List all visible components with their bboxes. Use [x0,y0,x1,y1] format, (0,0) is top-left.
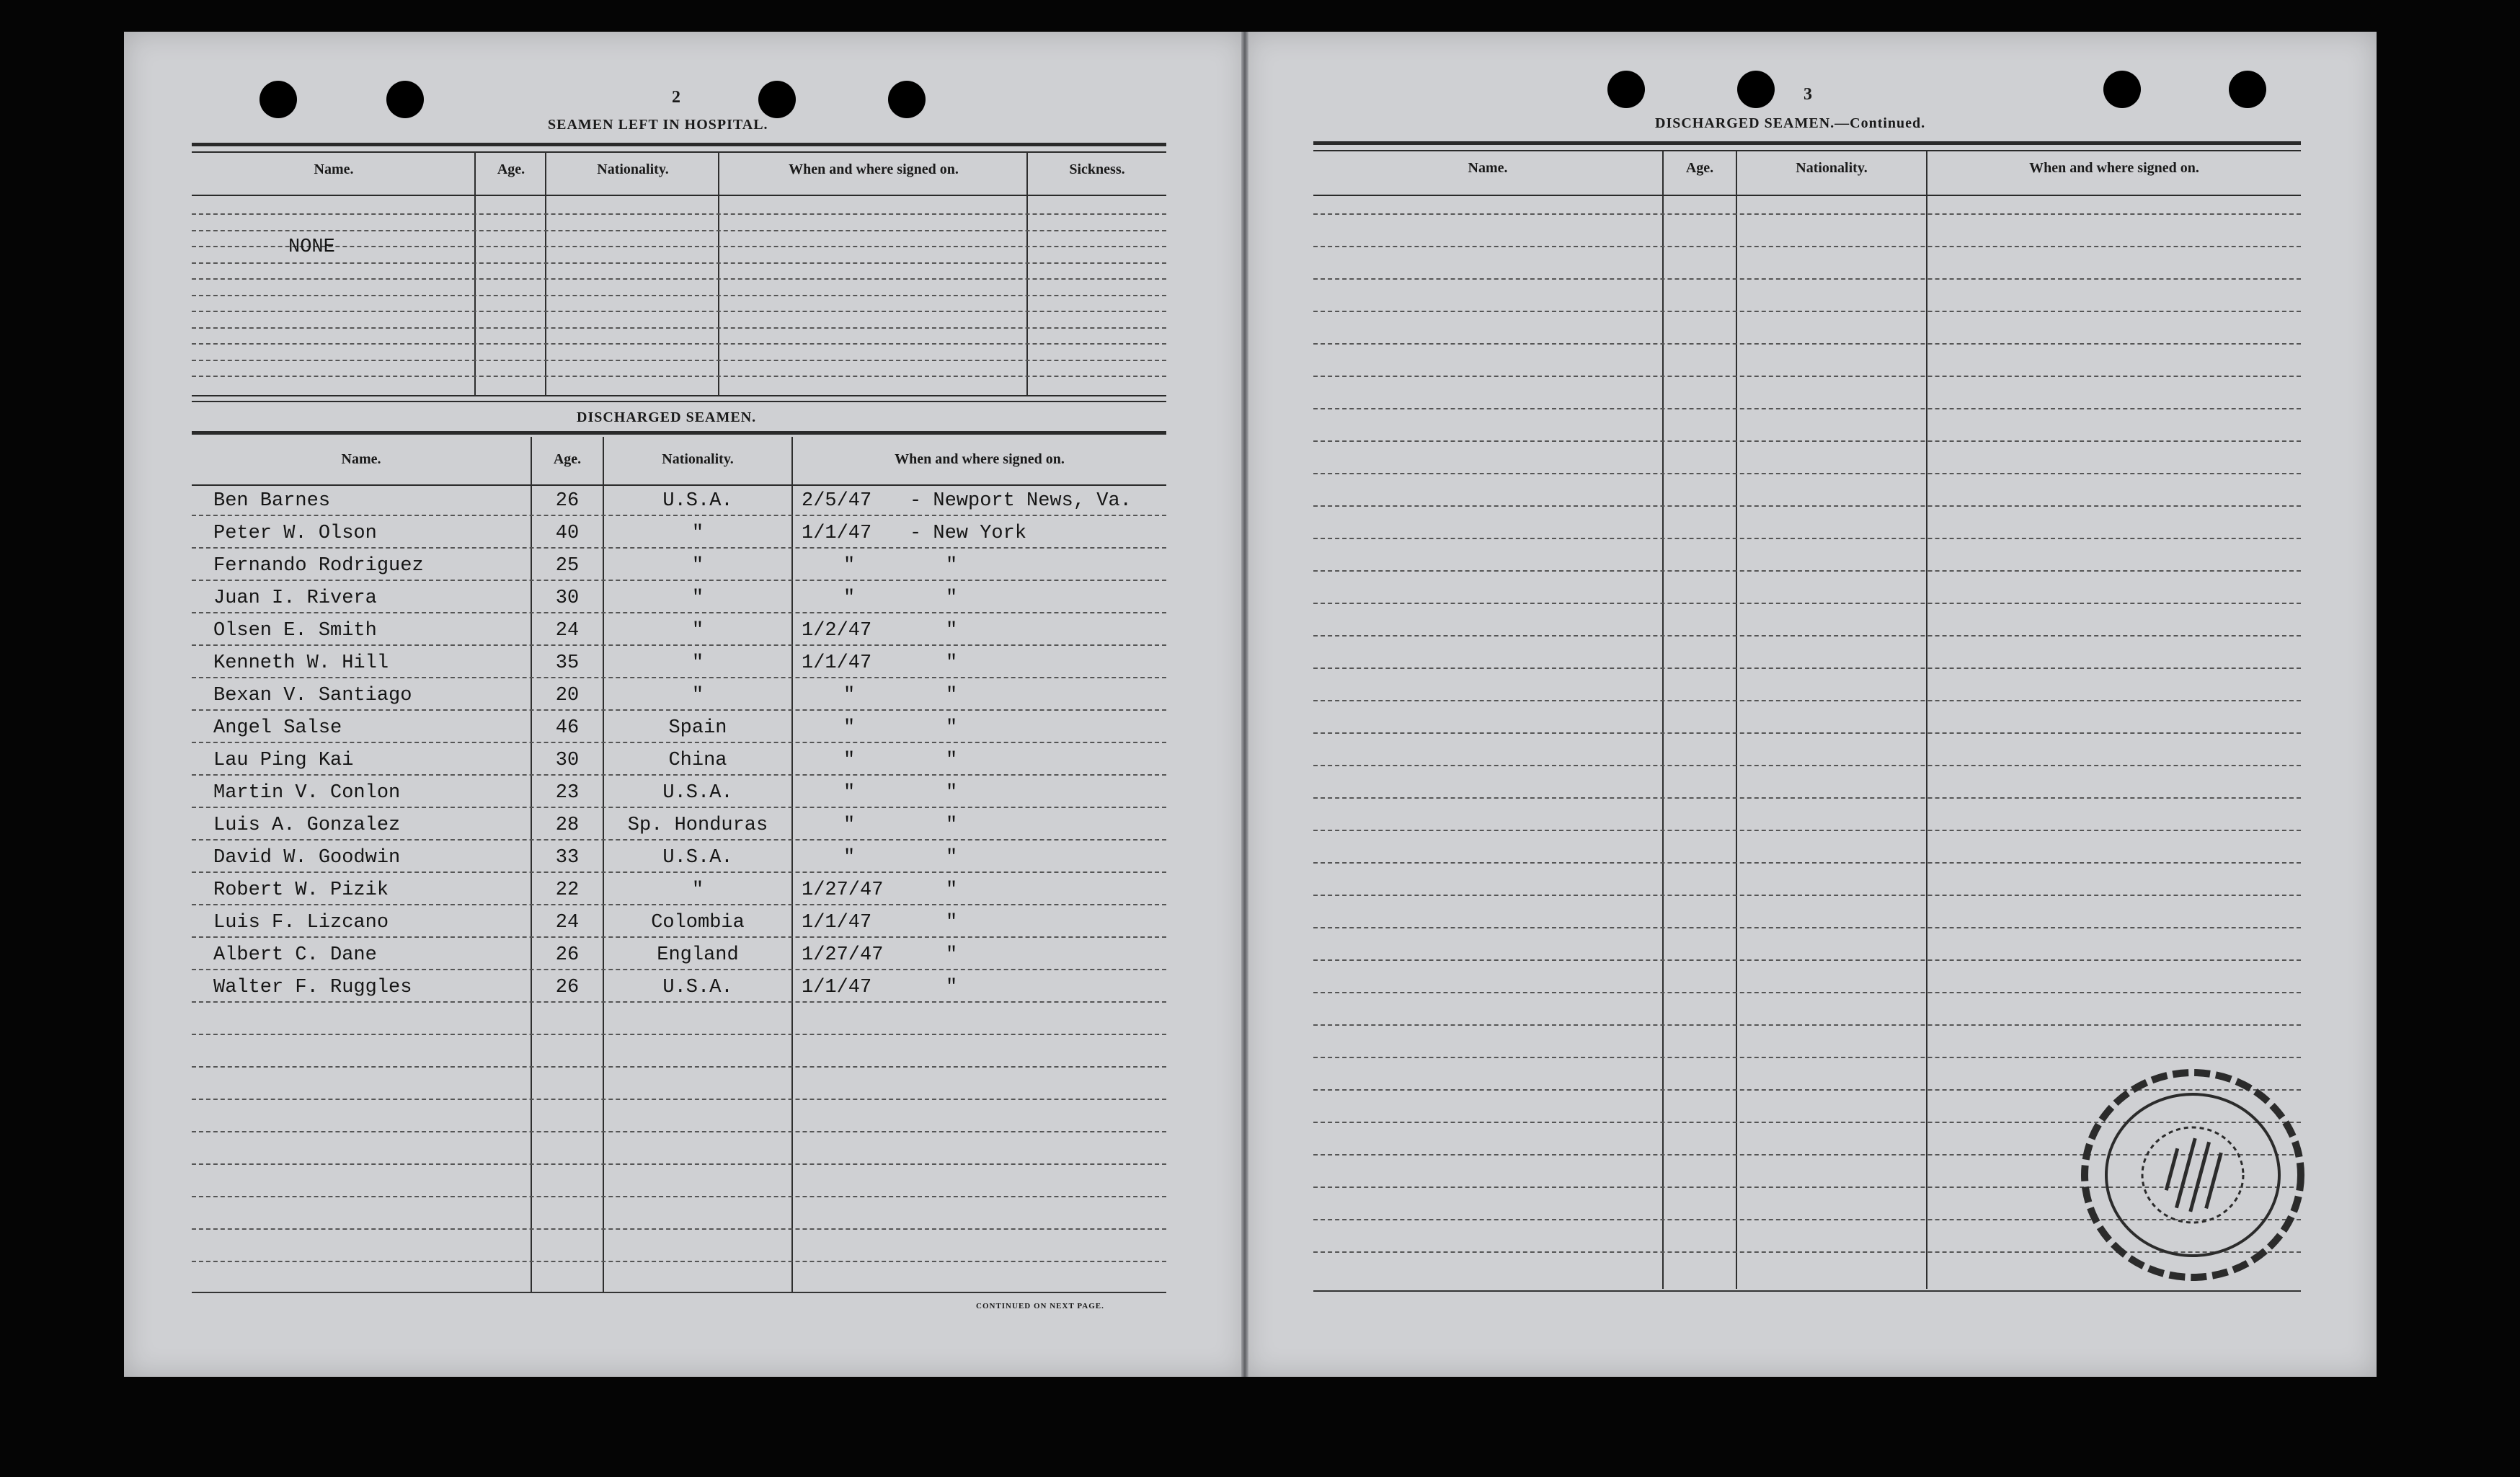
ruled-line [1313,895,2301,896]
punch-hole [888,81,926,118]
ruled-line [1313,246,2301,247]
table-top-rule [192,143,1166,146]
ink-stamp [2070,1060,2315,1290]
ruled-line [1313,959,2301,961]
ruled-line [1313,538,2301,539]
seaman-name: Walter F. Ruggles [213,977,412,998]
signed-on-date: " [843,587,856,609]
ruled-line [192,742,1166,743]
ruled-line [1313,830,2301,831]
seaman-age: 26 [555,944,580,966]
seaman-nationality: China [668,750,727,771]
seaman-age: 24 [555,620,580,642]
page-fold [1241,32,1248,1377]
seaman-nationality: " [691,879,704,901]
ruled-line [1313,376,2301,377]
seaman-age: 40 [555,523,580,544]
punch-hole [2229,71,2266,108]
signed-on-place: " [946,685,958,706]
ruled-line [192,969,1166,970]
column-header-age: Age. [1685,160,1714,176]
ruled-line [1313,765,2301,766]
seaman-name: Ben Barnes [213,490,331,512]
column-divider [1736,150,1737,1289]
ruled-line [192,807,1166,808]
seaman-nationality: U.S.A. [662,977,733,998]
page-number: 3 [1804,85,1812,104]
page-number: 2 [672,88,680,107]
signed-on-place: " [946,750,958,771]
ruled-line [1313,570,2301,572]
punch-hole [1737,71,1775,108]
seaman-age: 25 [555,555,580,577]
seaman-nationality: U.S.A. [662,847,733,869]
ruled-line [192,311,1166,312]
seaman-nationality: " [691,587,704,609]
signed-on-date: 1/27/47 [802,879,884,901]
signed-on-place: " [946,652,958,674]
ruled-line [192,1131,1166,1132]
header-underline [192,484,1166,486]
continued-note: CONTINUED ON NEXT PAGE. [976,1302,1104,1310]
seaman-name: Juan I. Rivera [213,587,377,609]
seaman-age: 24 [555,912,580,933]
column-header-name: Name. [1468,160,1508,176]
column-divider [1926,150,1927,1289]
column-header-name: Name. [314,161,354,177]
ruled-line [1313,278,2301,280]
seaman-nationality: Spain [668,717,727,739]
ruled-line [1313,343,2301,345]
seaman-nationality: " [691,620,704,642]
signed-on-place: - New York [910,523,1027,544]
ruled-line [192,677,1166,678]
seaman-nationality: England [657,944,739,966]
ruled-line [1313,862,2301,864]
seaman-age: 46 [555,717,580,739]
ruled-line [1313,440,2301,442]
column-header-signed-on: When and where signed on. [2029,160,2199,176]
column-header-sickness: Sickness. [1069,161,1125,177]
signed-on-date: " [843,750,856,771]
ruled-line [1313,1057,2301,1058]
ruled-line [192,1163,1166,1165]
column-header-name: Name. [341,451,381,467]
column-header-age: Age. [553,451,582,467]
punch-hole [1607,71,1645,108]
punch-hole [2103,71,2141,108]
seaman-name: Fernando Rodriguez [213,555,424,577]
seaman-age: 30 [555,587,580,609]
seaman-age: 26 [555,977,580,998]
ruled-line [192,839,1166,840]
signed-on-place: " [946,555,958,577]
signed-on-place: " [946,879,958,901]
table-top-rule [192,431,1166,435]
signed-on-date: 1/1/47 [802,652,872,674]
ruled-line [192,360,1166,361]
signed-on-date: 1/1/47 [802,912,872,933]
ruled-line [192,612,1166,613]
table-top-rule [1313,150,2301,151]
hospital-entry: NONE [288,236,335,258]
seaman-age: 26 [555,490,580,512]
signed-on-date: " [843,782,856,804]
signed-on-date: 1/2/47 [802,620,872,642]
ruled-line [1313,1024,2301,1026]
seaman-age: 28 [555,815,580,836]
hospital-section-title: SEAMEN LEFT IN HOSPITAL. [548,117,768,133]
signed-on-date: 1/1/47 [802,977,872,998]
seaman-name: Peter W. Olson [213,523,377,544]
seaman-age: 35 [555,652,580,674]
ruled-line [192,213,1166,215]
ruled-line [192,904,1166,905]
table-bottom-rule [192,1292,1166,1293]
seaman-name: Kenneth W. Hill [213,652,389,674]
signed-on-date: 1/27/47 [802,944,884,966]
column-header-signed-on: When and where signed on. [895,451,1065,467]
table-bottom-rule [192,401,1166,402]
ruled-line [192,547,1166,549]
signed-on-place: " [946,587,958,609]
table-top-rule [1313,141,2301,145]
ruled-line [192,936,1166,938]
ruled-line [1313,700,2301,701]
signed-on-place: " [946,717,958,739]
discharged-section-title: DISCHARGED SEAMEN. [577,409,757,425]
seaman-nationality: " [691,523,704,544]
header-underline [192,195,1166,196]
column-header-nationality: Nationality. [1796,160,1868,176]
ruled-line [192,515,1166,516]
seaman-name: Robert W. Pizik [213,879,389,901]
signed-on-place: " [946,782,958,804]
ruled-line [192,230,1166,231]
ruled-line [1313,797,2301,799]
seaman-age: 33 [555,847,580,869]
signed-on-date: 1/1/47 [802,523,872,544]
seaman-name: David W. Goodwin [213,847,401,869]
signed-on-place: " [946,912,958,933]
ruled-line [192,580,1166,581]
ruled-line [192,709,1166,711]
punch-hole [259,81,297,118]
seaman-age: 23 [555,782,580,804]
signed-on-place: - Newport News, Va. [910,490,1132,512]
ruled-line [192,327,1166,329]
ruled-line [1313,635,2301,637]
signed-on-place: " [946,944,958,966]
signed-on-date: " [843,717,856,739]
ruled-line [1313,408,2301,409]
ruled-line [1313,667,2301,669]
ruled-line [192,1066,1166,1068]
signed-on-date: " [843,847,856,869]
ruled-line [192,246,1166,247]
seaman-name: Lau Ping Kai [213,750,354,771]
ruled-line [192,343,1166,345]
seaman-name: Bexan V. Santiago [213,685,412,706]
ruled-line [1313,927,2301,928]
ruled-line [1313,473,2301,474]
ruled-line [1313,603,2301,604]
seaman-nationality: " [691,652,704,674]
punch-hole [758,81,796,118]
column-header-nationality: Nationality. [597,161,669,177]
ruled-line [192,1196,1166,1197]
column-divider [1662,150,1664,1289]
table-bottom-rule [1313,1290,2301,1292]
ruled-line [192,1261,1166,1262]
ruled-line [192,1001,1166,1003]
ruled-line [192,774,1166,776]
column-header-age: Age. [497,161,525,177]
column-header-nationality: Nationality. [662,451,734,467]
seaman-age: 30 [555,750,580,771]
punch-hole [386,81,424,118]
seaman-nationality: " [691,685,704,706]
seaman-nationality: U.S.A. [662,782,733,804]
column-header-signed-on: When and where signed on. [789,161,959,177]
seaman-name: Luis A. Gonzalez [213,815,401,836]
ruled-line [1313,992,2301,993]
ruled-line [1313,732,2301,734]
seaman-age: 22 [555,879,580,901]
signed-on-date: " [843,685,856,706]
ruled-line [192,1228,1166,1230]
ruled-line [192,1099,1166,1100]
signed-on-place: " [946,977,958,998]
ruled-line [192,278,1166,280]
ruled-line [192,295,1166,296]
seaman-nationality: Sp. Honduras [627,815,768,836]
ruled-line [1313,505,2301,507]
ruled-line [1313,213,2301,215]
ruled-line [192,644,1166,646]
signed-on-date: 2/5/47 [802,490,872,512]
seaman-nationality: " [691,555,704,577]
seaman-nationality: Colombia [651,912,745,933]
signed-on-date: " [843,815,856,836]
table-bottom-rule [192,395,1166,396]
ruled-line [1313,311,2301,312]
seaman-name: Albert C. Dane [213,944,377,966]
header-underline [1313,195,2301,196]
seaman-name: Martin V. Conlon [213,782,401,804]
ruled-line [192,262,1166,264]
table-top-rule [192,151,1166,153]
signed-on-place: " [946,847,958,869]
ruled-line [192,1034,1166,1035]
ruled-line [192,376,1166,377]
seaman-name: Olsen E. Smith [213,620,377,642]
ruled-line [192,871,1166,873]
signed-on-date: " [843,555,856,577]
seaman-name: Luis F. Lizcano [213,912,389,933]
seaman-name: Angel Salse [213,717,342,739]
signed-on-place: " [946,620,958,642]
signed-on-place: " [946,815,958,836]
seaman-nationality: U.S.A. [662,490,733,512]
continued-section-title: DISCHARGED SEAMEN.—Continued. [1655,115,1926,131]
seaman-age: 20 [555,685,580,706]
